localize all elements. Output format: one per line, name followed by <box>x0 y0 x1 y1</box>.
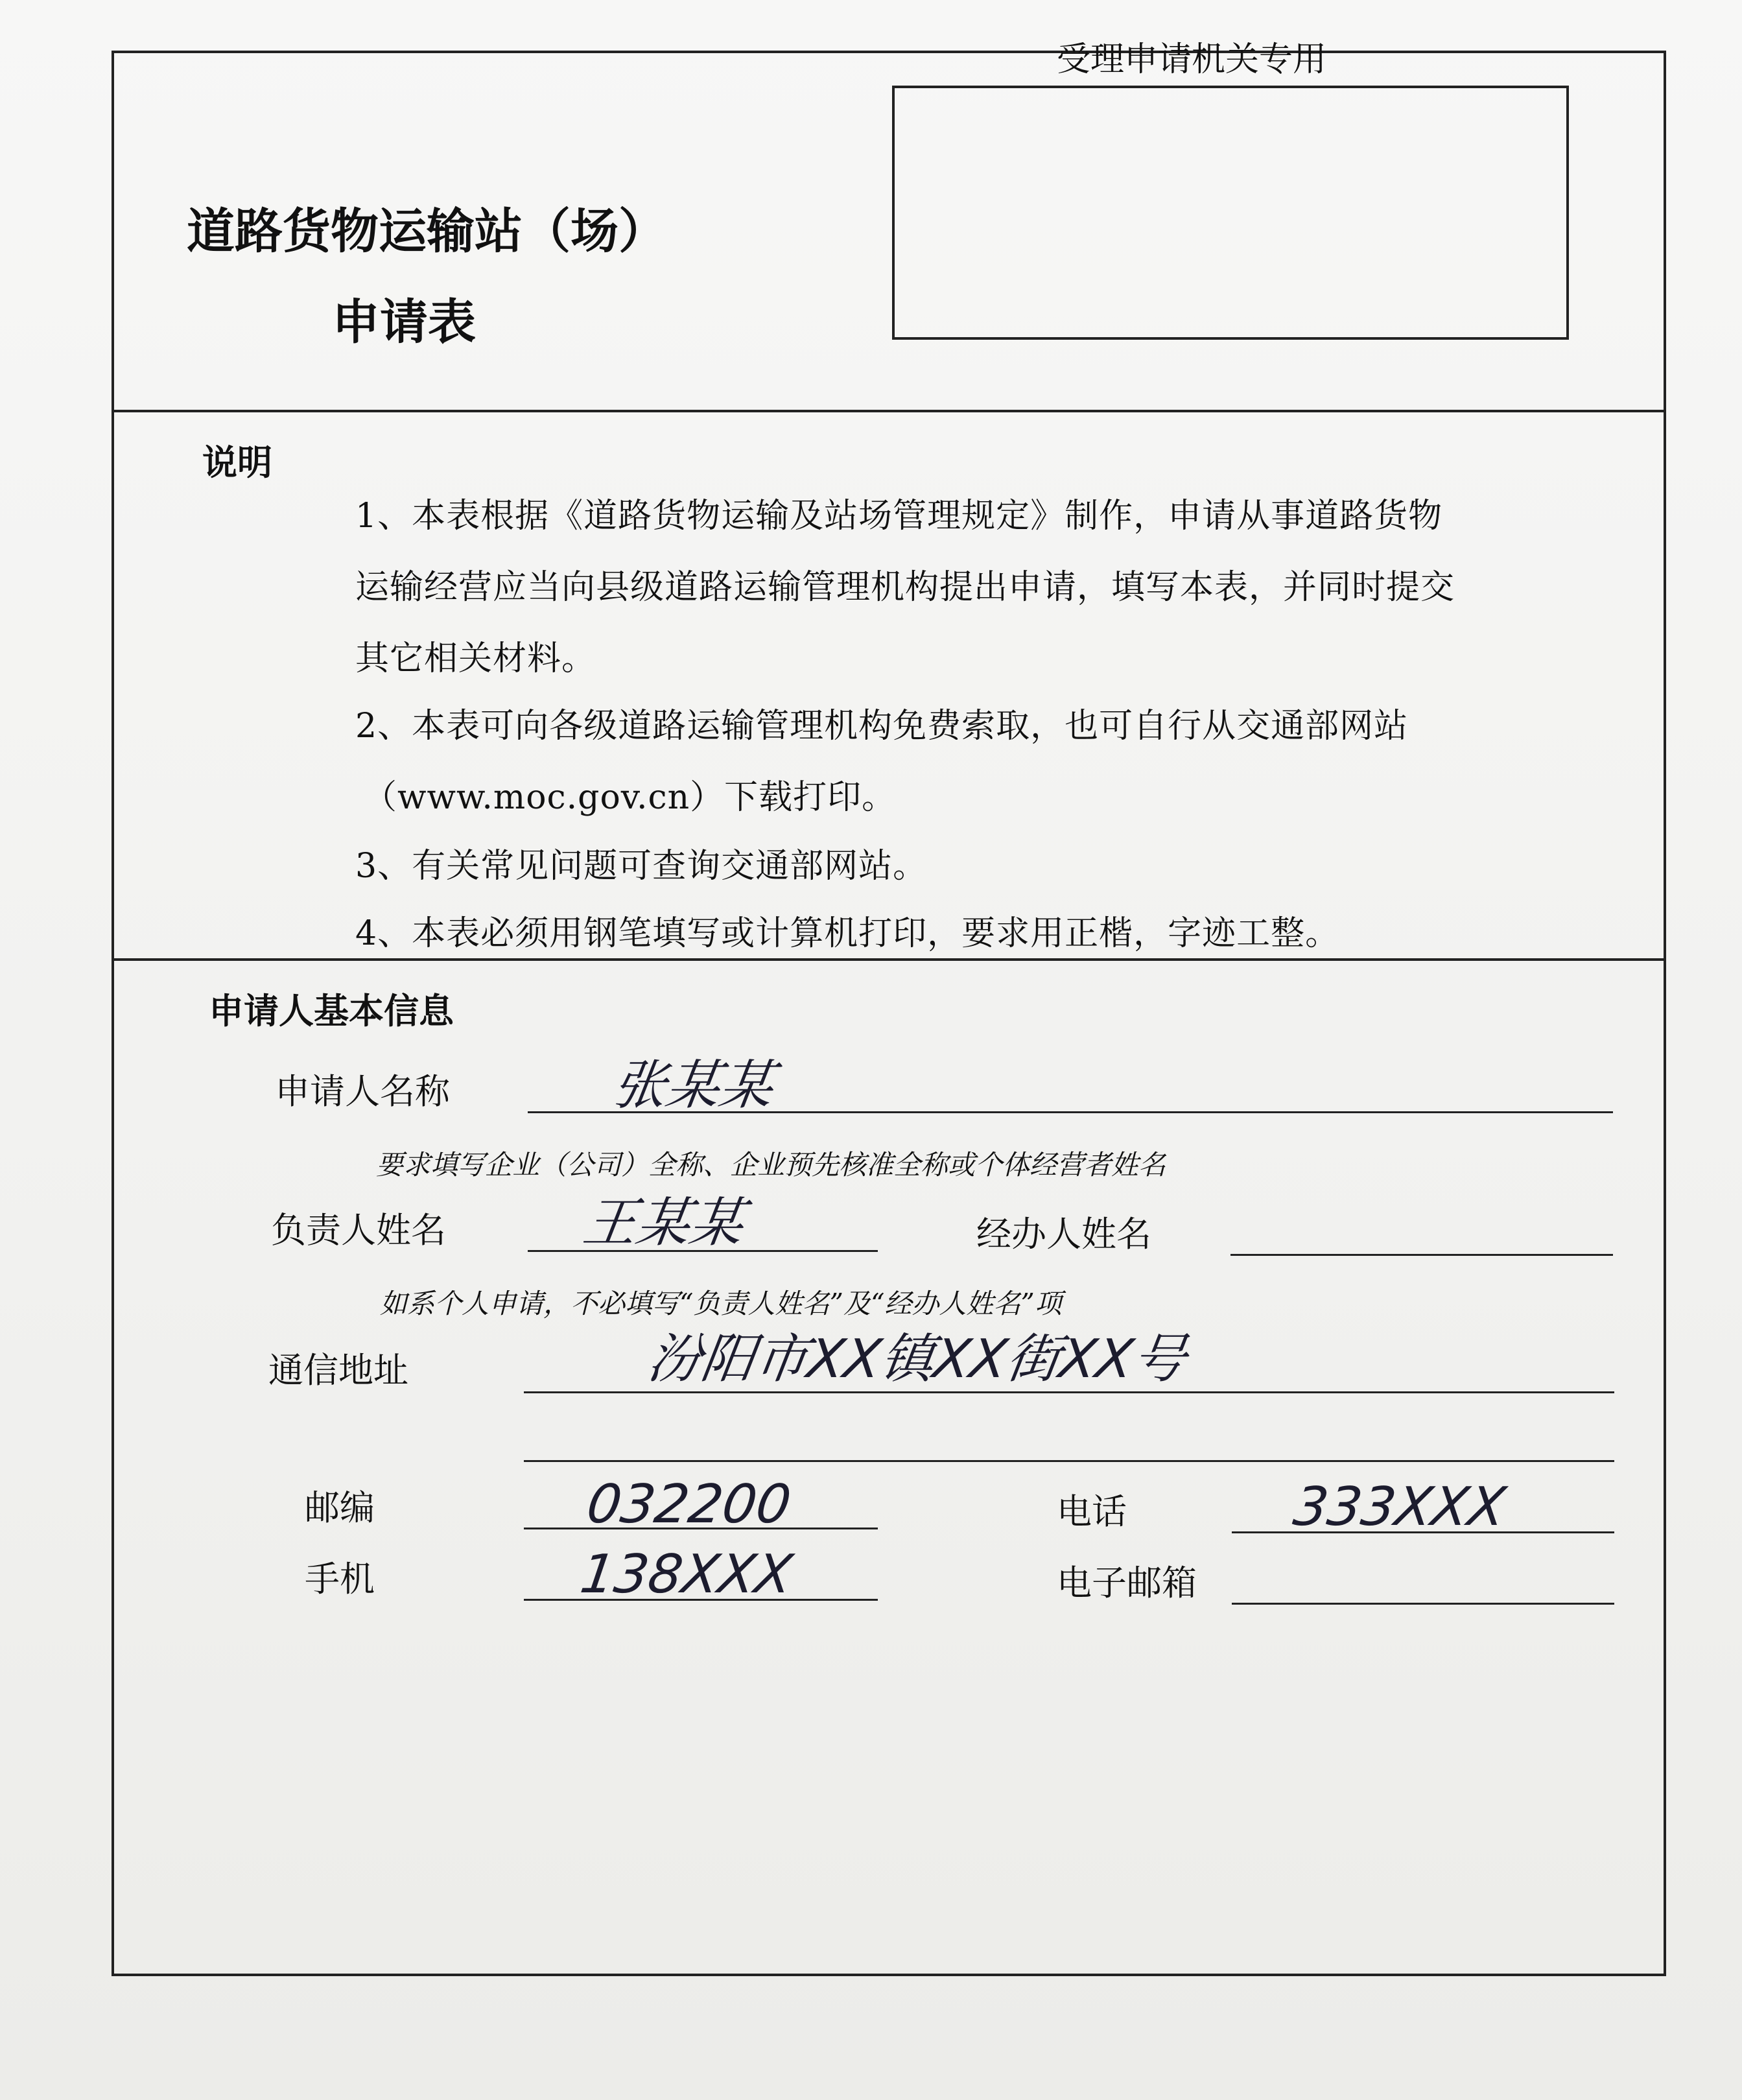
postcode-value: 032200 <box>583 1474 795 1535</box>
applicant-name-hint: 要求填写企业（公司）全称、企业预先核准全称或个体经营者姓名 <box>376 1149 1166 1181</box>
applicant-name-label: 申请人名称 <box>275 1071 450 1112</box>
mobile-value: 138XXX <box>576 1544 796 1605</box>
address-field[interactable] <box>524 1391 1614 1393</box>
phone-value: 333XXX <box>1289 1476 1509 1538</box>
header-divider <box>112 410 1666 412</box>
phone-label: 电话 <box>1057 1491 1127 1532</box>
instruction-line: 2、本表可向各级道路运输管理机构免费索取，也可自行从交通部网站 <box>355 707 1409 746</box>
instruction-line: 3、有关常见问题可查询交通部网站。 <box>355 847 928 886</box>
email-label: 电子邮箱 <box>1057 1563 1197 1603</box>
form-title: 道路货物运输站（场） <box>187 204 666 259</box>
applicant-name-value: 张某某 <box>609 1055 777 1116</box>
address-value: 汾阳市XX镇XX街XX号 <box>644 1328 1190 1390</box>
email-field[interactable] <box>1232 1603 1614 1605</box>
applicant-heading: 申请人基本信息 <box>209 991 454 1032</box>
instruction-line: 1、本表根据《道路货物运输及站场管理规定》制作，申请从事道路货物 <box>355 497 1443 536</box>
office-use-label: 受理申请机关专用 <box>1057 40 1327 79</box>
address-label: 通信地址 <box>268 1350 408 1391</box>
address-field-line2[interactable] <box>524 1460 1614 1462</box>
handler-name-field[interactable] <box>1230 1254 1613 1256</box>
office-use-box <box>892 86 1569 340</box>
instruction-line: （www.moc.gov.cn）下载打印。 <box>363 778 897 817</box>
instructions-divider <box>112 958 1666 961</box>
instruction-line: 运输经营应当向县级道路运输管理机构提出申请，填写本表，并同时提交 <box>355 568 1455 607</box>
personal-application-hint: 如系个人申请，不必填写“负责人姓名”及“经办人姓名”项 <box>380 1288 1062 1319</box>
form-subtitle: 申请表 <box>332 294 476 350</box>
handler-name-label: 经办人姓名 <box>976 1214 1151 1255</box>
responsible-name-value: 王某某 <box>579 1192 747 1254</box>
mobile-label: 手机 <box>305 1559 375 1599</box>
postcode-label: 邮编 <box>305 1487 375 1528</box>
instruction-line: 4、本表必须用钢笔填写或计算机打印，要求用正楷，字迹工整。 <box>355 914 1340 953</box>
responsible-name-label: 负责人姓名 <box>271 1210 446 1251</box>
instructions-heading: 说明 <box>202 442 272 483</box>
instruction-line: 其它相关材料。 <box>355 639 596 678</box>
